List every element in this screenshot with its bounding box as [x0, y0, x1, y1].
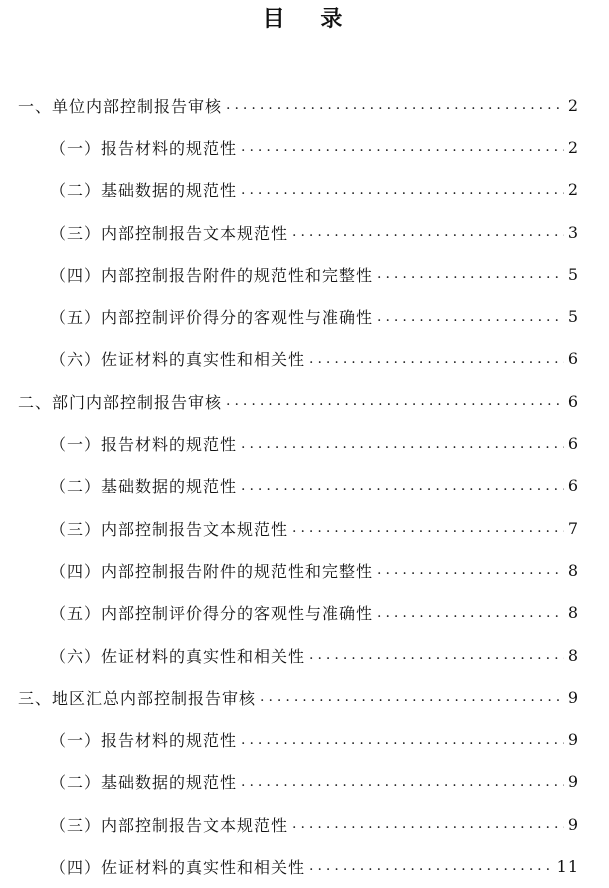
toc-entry-label: 二、部门内部控制报告审核 [18, 392, 223, 412]
toc-entry[interactable] [0, 211, 609, 253]
dot-leader [241, 436, 564, 452]
toc-entry-label: （五）内部控制评价得分的客观性与准确性 [50, 308, 374, 328]
toc-entry-page-number: 11 [556, 856, 579, 876]
toc-entry-label: （二）基础数据的规范性 [50, 477, 238, 497]
toc-entry-page-number: 6 [567, 434, 579, 454]
toc-entry-page-number: 8 [567, 560, 579, 580]
table-of-contents [0, 84, 609, 888]
toc-entry-label: （一）报告材料的规范性 [50, 435, 238, 455]
dot-leader [292, 520, 564, 536]
page-title: 目 录 [262, 6, 357, 32]
toc-entry-page-number: 9 [567, 772, 579, 792]
dot-leader [377, 309, 564, 325]
toc-entry-label: （三）内部控制报告文本规范性 [50, 519, 289, 539]
toc-entry[interactable] [0, 549, 609, 591]
toc-entry-label: （二）基础数据的规范性 [50, 773, 238, 793]
toc-entry[interactable] [0, 169, 609, 211]
dot-leader [241, 732, 564, 748]
toc-entry[interactable] [0, 845, 609, 887]
dot-leader [241, 774, 564, 790]
toc-entry[interactable] [0, 592, 609, 634]
toc-entry[interactable] [0, 803, 609, 845]
toc-entry[interactable] [0, 338, 609, 380]
dot-leader [226, 97, 564, 113]
toc-entry-page-number: 9 [567, 687, 579, 707]
toc-entry[interactable] [0, 253, 609, 295]
toc-entry-page-number: 9 [567, 814, 579, 834]
toc-entry-label: （六）佐证材料的真实性和相关性 [50, 646, 306, 666]
dot-leader [377, 562, 564, 578]
dot-leader [292, 816, 564, 832]
toc-entry[interactable] [0, 465, 609, 507]
dot-leader [241, 182, 564, 198]
toc-entry-label: （三）内部控制报告文本规范性 [50, 223, 289, 243]
toc-entry[interactable] [0, 718, 609, 760]
toc-entry-label: （六）佐证材料的真实性和相关性 [50, 350, 306, 370]
dot-leader [260, 689, 564, 705]
toc-entry-page-number: 2 [567, 95, 579, 115]
dot-leader [226, 393, 564, 409]
toc-entry-label: 三、地区汇总内部控制报告审核 [18, 688, 257, 708]
toc-entry[interactable] [0, 126, 609, 168]
toc-entry-page-number: 8 [567, 603, 579, 623]
toc-entry-page-number: 6 [567, 349, 579, 369]
dot-leader [241, 139, 564, 155]
toc-entry[interactable] [0, 507, 609, 549]
toc-entry-page-number: 9 [567, 730, 579, 750]
toc-entry-page-number: 6 [567, 476, 579, 496]
toc-entry[interactable] [0, 422, 609, 464]
toc-entry-label: （一）报告材料的规范性 [50, 731, 238, 751]
toc-entry-label: （四）内部控制报告附件的规范性和完整性 [50, 265, 374, 285]
dot-leader [292, 224, 564, 240]
toc-entry-label: （一）报告材料的规范性 [50, 138, 238, 158]
toc-entry-page-number: 6 [567, 391, 579, 411]
dot-leader [377, 266, 564, 282]
toc-entry[interactable] [0, 634, 609, 676]
dot-leader [241, 478, 564, 494]
toc-entry-label: （二）基础数据的规范性 [50, 181, 238, 201]
toc-entry-label: 一、单位内部控制报告审核 [18, 96, 223, 116]
toc-entry[interactable] [0, 295, 609, 337]
dot-leader [309, 647, 564, 663]
toc-entry-page-number: 5 [567, 307, 579, 327]
toc-entry[interactable] [0, 676, 609, 718]
dot-leader [309, 351, 564, 367]
toc-entry-label: （四）内部控制报告附件的规范性和完整性 [50, 561, 374, 581]
toc-entry[interactable] [0, 84, 609, 126]
toc-entry-page-number: 5 [567, 264, 579, 284]
toc-entry-page-number: 2 [567, 180, 579, 200]
toc-entry-page-number: 3 [567, 222, 579, 242]
toc-entry-page-number: 2 [567, 137, 579, 157]
toc-entry[interactable] [0, 380, 609, 422]
dot-leader [377, 605, 564, 621]
toc-entry-label: （四）佐证材料的真实性和相关性 [50, 857, 306, 877]
toc-entry-page-number: 7 [567, 518, 579, 538]
toc-entry-label: （五）内部控制评价得分的客观性与准确性 [50, 604, 374, 624]
toc-entry-page-number: 8 [567, 645, 579, 665]
toc-entry-label: （三）内部控制报告文本规范性 [50, 815, 289, 835]
dot-leader [309, 858, 553, 874]
toc-entry[interactable] [0, 761, 609, 803]
